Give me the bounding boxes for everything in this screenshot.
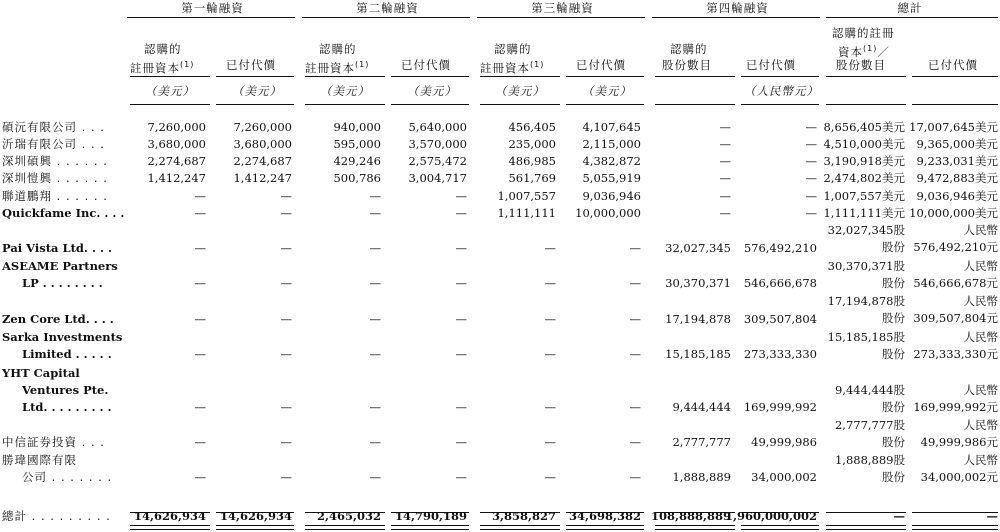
- table-cell: 1,888,889股: [834, 453, 905, 467]
- unit-usd: （美元）: [232, 84, 282, 98]
- table-cell: 股份: [882, 435, 905, 449]
- table-cell: —: [719, 206, 731, 220]
- table-cell: 235,000: [508, 137, 556, 151]
- table-cell: 1,412,247: [147, 171, 206, 185]
- table-cell: —: [369, 189, 381, 203]
- colhead-rule: [130, 76, 210, 77]
- table-cell: 34,000,002: [751, 470, 817, 484]
- total-cell: 14,790,189: [394, 509, 467, 523]
- unit-rule: [655, 104, 735, 105]
- table-cell: 1,412,247: [233, 171, 292, 185]
- table-cell: 3,570,000: [408, 137, 467, 151]
- total-double-rule: [741, 525, 819, 530]
- table-cell: —: [455, 241, 467, 255]
- table-cell: 17,194,878股: [827, 294, 905, 308]
- table-cell: 4,107,645: [582, 120, 641, 134]
- table-cell: 9,036,946: [582, 189, 641, 203]
- col-r3-sub-line2: 註冊資本$^{(1)}$: [480, 60, 545, 75]
- table-cell: 49,999,986元: [920, 435, 998, 449]
- table-cell: 30,370,371: [665, 276, 731, 290]
- colhead-rule: [826, 76, 906, 77]
- table-cell: —: [455, 470, 467, 484]
- table-cell: 9,444,444股: [834, 383, 905, 397]
- total-double-rule: [912, 525, 998, 530]
- table-cell: —: [719, 120, 731, 134]
- table-cell: 169,999,992: [743, 400, 817, 414]
- total-cell: 14,626,934: [133, 509, 206, 523]
- table-cell: —: [544, 400, 556, 414]
- table-cell: 34,000,002元: [920, 470, 998, 484]
- table-cell: 17,007,645美元: [909, 120, 998, 134]
- total-double-rule: [130, 525, 210, 530]
- table-cell: —: [544, 470, 556, 484]
- col-r3-consideration: 已付代價: [576, 58, 626, 72]
- table-cell: —: [455, 189, 467, 203]
- header-rule-round1: [127, 17, 295, 18]
- row-label: ASEAME Partners: [2, 259, 118, 273]
- col-r3-sub-line1: 認購的: [494, 42, 532, 56]
- colhead-rule: [741, 76, 819, 77]
- table-cell: 2,274,687: [233, 154, 292, 168]
- table-cell: 人民幣: [963, 223, 998, 237]
- table-cell: 309,507,804元: [913, 311, 998, 325]
- table-cell: 2,115,000: [582, 137, 641, 151]
- table-cell: 429,246: [333, 154, 381, 168]
- table-cell: 9,036,946美元: [916, 189, 998, 203]
- total-double-rule: [391, 525, 469, 530]
- unit-rule: [391, 104, 469, 105]
- table-cell: 9,472,883美元: [916, 171, 998, 185]
- header-total: 總計: [897, 1, 923, 15]
- table-cell: 273,333,330: [743, 347, 817, 361]
- table-cell: —: [194, 435, 206, 449]
- col-total-sub-line2: 資本$^{(1)}$／: [838, 44, 890, 59]
- table-cell: 股份: [882, 347, 905, 361]
- table-cell: —: [455, 347, 467, 361]
- col-r1-consideration: 已付代價: [226, 58, 276, 72]
- table-cell: —: [629, 400, 641, 414]
- row-label: 深圳碩興 . . . . . .: [2, 154, 108, 168]
- row-label: 公司 . . . . . . .: [22, 470, 113, 484]
- row-label: 中信証券投資 . . .: [2, 435, 105, 449]
- table-cell: 人民幣: [963, 453, 998, 467]
- table-cell: 456,405: [508, 120, 556, 134]
- table-cell: 9,365,000美元: [916, 137, 998, 151]
- unit-rule: [480, 104, 560, 105]
- table-cell: 股份: [882, 276, 905, 290]
- table-cell: —: [280, 206, 292, 220]
- table-cell: 7,260,000: [233, 120, 292, 134]
- col-total-sub-line3: 股份數目: [836, 58, 886, 72]
- col-r2-sub-line1: 認購的: [319, 42, 357, 56]
- table-cell: —: [455, 400, 467, 414]
- table-cell: —: [280, 189, 292, 203]
- total-cell: 2,465,032: [316, 509, 381, 523]
- table-cell: 10,000,000: [575, 206, 641, 220]
- table-cell: —: [805, 137, 817, 151]
- table-cell: 309,507,804: [743, 312, 817, 326]
- total-cell: —: [986, 509, 998, 523]
- table-cell: —: [280, 470, 292, 484]
- table-cell: 5,055,919: [582, 171, 641, 185]
- table-cell: —: [544, 435, 556, 449]
- table-cell: 49,999,986: [751, 435, 817, 449]
- row-label: Ltd. . . . . . . . .: [22, 400, 112, 414]
- table-cell: —: [629, 435, 641, 449]
- colhead-rule: [480, 76, 560, 77]
- table-cell: 股份: [882, 400, 905, 414]
- col-r2-sub-line2: 註冊資本$^{(1)}$: [305, 60, 370, 75]
- table-cell: —: [805, 120, 817, 134]
- table-cell: —: [719, 137, 731, 151]
- table-cell: —: [544, 276, 556, 290]
- table-cell: —: [805, 189, 817, 203]
- table-cell: 1,111,111: [497, 206, 556, 220]
- table-cell: 169,999,992元: [913, 400, 998, 414]
- col-total-consideration: 已付代價: [928, 58, 978, 72]
- unit-usd: （美元）: [320, 84, 370, 98]
- table-cell: —: [194, 312, 206, 326]
- table-cell: 9,233,031美元: [916, 154, 998, 168]
- colhead-rule: [912, 76, 998, 77]
- row-label: LP . . . . . . . .: [22, 276, 103, 290]
- table-cell: —: [629, 276, 641, 290]
- unit-usd: （美元）: [407, 84, 457, 98]
- table-cell: —: [369, 347, 381, 361]
- row-label: Limited . . . . .: [22, 347, 112, 361]
- table-cell: —: [194, 241, 206, 255]
- row-label: 勝瑋國際有限: [2, 453, 77, 467]
- table-cell: —: [194, 470, 206, 484]
- col-r4-shares-line2: 股份數目: [662, 58, 712, 72]
- total-double-rule: [480, 525, 560, 530]
- table-cell: —: [280, 241, 292, 255]
- table-cell: —: [455, 435, 467, 449]
- table-cell: 人民幣: [963, 418, 998, 432]
- colhead-rule: [391, 76, 469, 77]
- table-cell: 5,640,000: [408, 120, 467, 134]
- row-label: 沂瑞有限公司 . . .: [2, 137, 105, 151]
- table-cell: 2,474,802美元: [823, 171, 905, 185]
- total-double-rule: [655, 525, 735, 530]
- table-cell: 32,027,345: [665, 241, 731, 255]
- unit-rule: [912, 104, 998, 105]
- table-cell: 3,680,000: [233, 137, 292, 151]
- unit-usd: （美元）: [145, 84, 195, 98]
- table-cell: 486,985: [508, 154, 556, 168]
- table-cell: 2,777,777: [672, 435, 731, 449]
- row-label: Ventures Pte.: [22, 383, 109, 397]
- table-cell: 人民幣: [963, 383, 998, 397]
- table-cell: —: [369, 470, 381, 484]
- table-cell: —: [629, 312, 641, 326]
- row-label: Quickfame Inc. . . .: [2, 206, 125, 220]
- table-cell: 2,274,687: [147, 154, 206, 168]
- total-cell: 3,858,827: [491, 509, 556, 523]
- table-cell: 1,888,889: [672, 470, 731, 484]
- row-label: 碩沅有限公司 . . .: [2, 120, 105, 134]
- table-cell: —: [280, 276, 292, 290]
- table-cell: 9,444,444: [672, 400, 731, 414]
- unit-rule: [130, 104, 210, 105]
- table-cell: —: [455, 312, 467, 326]
- table-cell: 人民幣: [963, 294, 998, 308]
- table-cell: —: [629, 347, 641, 361]
- table-cell: —: [369, 312, 381, 326]
- table-cell: —: [544, 347, 556, 361]
- table-cell: —: [719, 171, 731, 185]
- table-cell: 股份: [882, 240, 905, 254]
- table-cell: 576,492,210元: [913, 240, 998, 254]
- header-round2: 第二輪融資: [356, 1, 419, 15]
- header-rule-round4: [652, 17, 820, 18]
- header-round4: 第四輪融資: [706, 1, 769, 15]
- row-label: Zen Core Ltd. . . .: [2, 312, 114, 326]
- table-cell: —: [629, 241, 641, 255]
- table-cell: —: [194, 400, 206, 414]
- table-cell: 股份: [882, 311, 905, 325]
- table-cell: 8,656,405美元: [823, 120, 905, 134]
- table-cell: 3,680,000: [147, 137, 206, 151]
- table-cell: —: [369, 206, 381, 220]
- table-cell: —: [544, 312, 556, 326]
- unit-rmb: （人民幣元）: [744, 84, 819, 98]
- table-cell: 15,185,185股: [827, 330, 905, 344]
- table-cell: —: [194, 189, 206, 203]
- table-cell: —: [455, 206, 467, 220]
- table-cell: —: [369, 241, 381, 255]
- total-double-rule: [566, 525, 644, 530]
- table-cell: —: [805, 171, 817, 185]
- table-cell: 股份: [882, 470, 905, 484]
- table-cell: 561,769: [508, 171, 556, 185]
- table-cell: —: [280, 435, 292, 449]
- unit-rule: [216, 104, 294, 105]
- table-cell: 546,666,678: [743, 276, 817, 290]
- header-round1: 第一輪融資: [181, 1, 244, 15]
- col-r1-sub-line1: 認購的: [144, 42, 182, 56]
- colhead-rule: [655, 76, 735, 77]
- table-cell: —: [719, 154, 731, 168]
- table-cell: 1,007,557: [497, 189, 556, 203]
- table-cell: 500,786: [333, 171, 381, 185]
- table-cell: 10,000,000美元: [909, 206, 998, 220]
- header-rule-total: [826, 17, 998, 18]
- sum-rule: [912, 512, 998, 513]
- table-cell: 3,190,918美元: [823, 154, 905, 168]
- total-cell: —: [893, 509, 905, 523]
- table-cell: —: [805, 206, 817, 220]
- table-cell: —: [369, 435, 381, 449]
- table-cell: 1,111,111美元: [823, 206, 905, 220]
- total-cell: 108,888,889: [650, 509, 731, 523]
- table-cell: —: [194, 276, 206, 290]
- table-cell: —: [629, 470, 641, 484]
- total-double-rule: [216, 525, 294, 530]
- total-label: 總計 . . . . . . . . .: [2, 509, 111, 523]
- row-label: Pai Vista Ltd. . . .: [2, 241, 112, 255]
- table-cell: 30,370,371股: [827, 259, 905, 273]
- table-cell: 4,510,000美元: [823, 137, 905, 151]
- table-cell: 546,666,678元: [913, 276, 998, 290]
- table-cell: 576,492,210: [743, 241, 817, 255]
- row-label: 聯道鵬翔 . . . . . .: [2, 189, 108, 203]
- colhead-rule: [216, 76, 294, 77]
- header-rule-round2: [302, 17, 470, 18]
- unit-rule: [305, 104, 385, 105]
- table-cell: 17,194,878: [665, 312, 731, 326]
- table-cell: —: [280, 347, 292, 361]
- table-cell: 人民幣: [963, 259, 998, 273]
- table-cell: —: [805, 154, 817, 168]
- col-r4-consideration: 已付代價: [746, 58, 796, 72]
- row-label: YHT Capital: [2, 366, 80, 380]
- colhead-rule: [305, 76, 385, 77]
- table-cell: 595,000: [333, 137, 381, 151]
- table-cell: —: [280, 312, 292, 326]
- table-cell: —: [719, 189, 731, 203]
- table-cell: 2,575,472: [408, 154, 467, 168]
- table-cell: 4,382,872: [582, 154, 641, 168]
- table-cell: 273,333,330元: [913, 347, 998, 361]
- total-cell: 14,626,934: [219, 509, 292, 523]
- unit-usd: （美元）: [582, 84, 632, 98]
- total-cell: 34,698,382: [568, 509, 641, 523]
- colhead-rule: [566, 76, 644, 77]
- header-rule-round3: [477, 17, 645, 18]
- table-cell: 7,260,000: [147, 120, 206, 134]
- table-cell: 1,007,557美元: [823, 189, 905, 203]
- table-cell: —: [455, 276, 467, 290]
- col-r1-sub-line2: 註冊資本$^{(1)}$: [130, 60, 195, 75]
- table-cell: 人民幣: [963, 330, 998, 344]
- col-r4-shares-line1: 認購的: [670, 42, 708, 56]
- unit-rule: [566, 104, 644, 105]
- table-cell: 15,185,185: [665, 347, 731, 361]
- row-label: Sarka Investments: [2, 330, 123, 344]
- table-cell: —: [194, 347, 206, 361]
- table-cell: 3,004,717: [408, 171, 467, 185]
- col-total-sub-line1: 認購的註冊: [832, 26, 895, 40]
- total-double-rule: [305, 525, 385, 530]
- table-cell: —: [280, 400, 292, 414]
- col-r2-consideration: 已付代價: [401, 58, 451, 72]
- total-double-rule: [826, 525, 906, 530]
- table-cell: —: [369, 276, 381, 290]
- unit-usd: （美元）: [495, 84, 545, 98]
- table-cell: 2,777,777股: [834, 418, 905, 432]
- unit-rule: [741, 104, 819, 105]
- header-round3: 第三輪融資: [531, 1, 594, 15]
- table-cell: —: [369, 400, 381, 414]
- table-cell: —: [544, 241, 556, 255]
- total-cell: 1,960,000,002: [724, 509, 817, 523]
- unit-rule: [826, 104, 906, 105]
- table-cell: 940,000: [333, 120, 381, 134]
- row-label: 深圳愷興 . . . . . .: [2, 171, 108, 185]
- table-cell: —: [194, 206, 206, 220]
- table-cell: 32,027,345股: [827, 223, 905, 237]
